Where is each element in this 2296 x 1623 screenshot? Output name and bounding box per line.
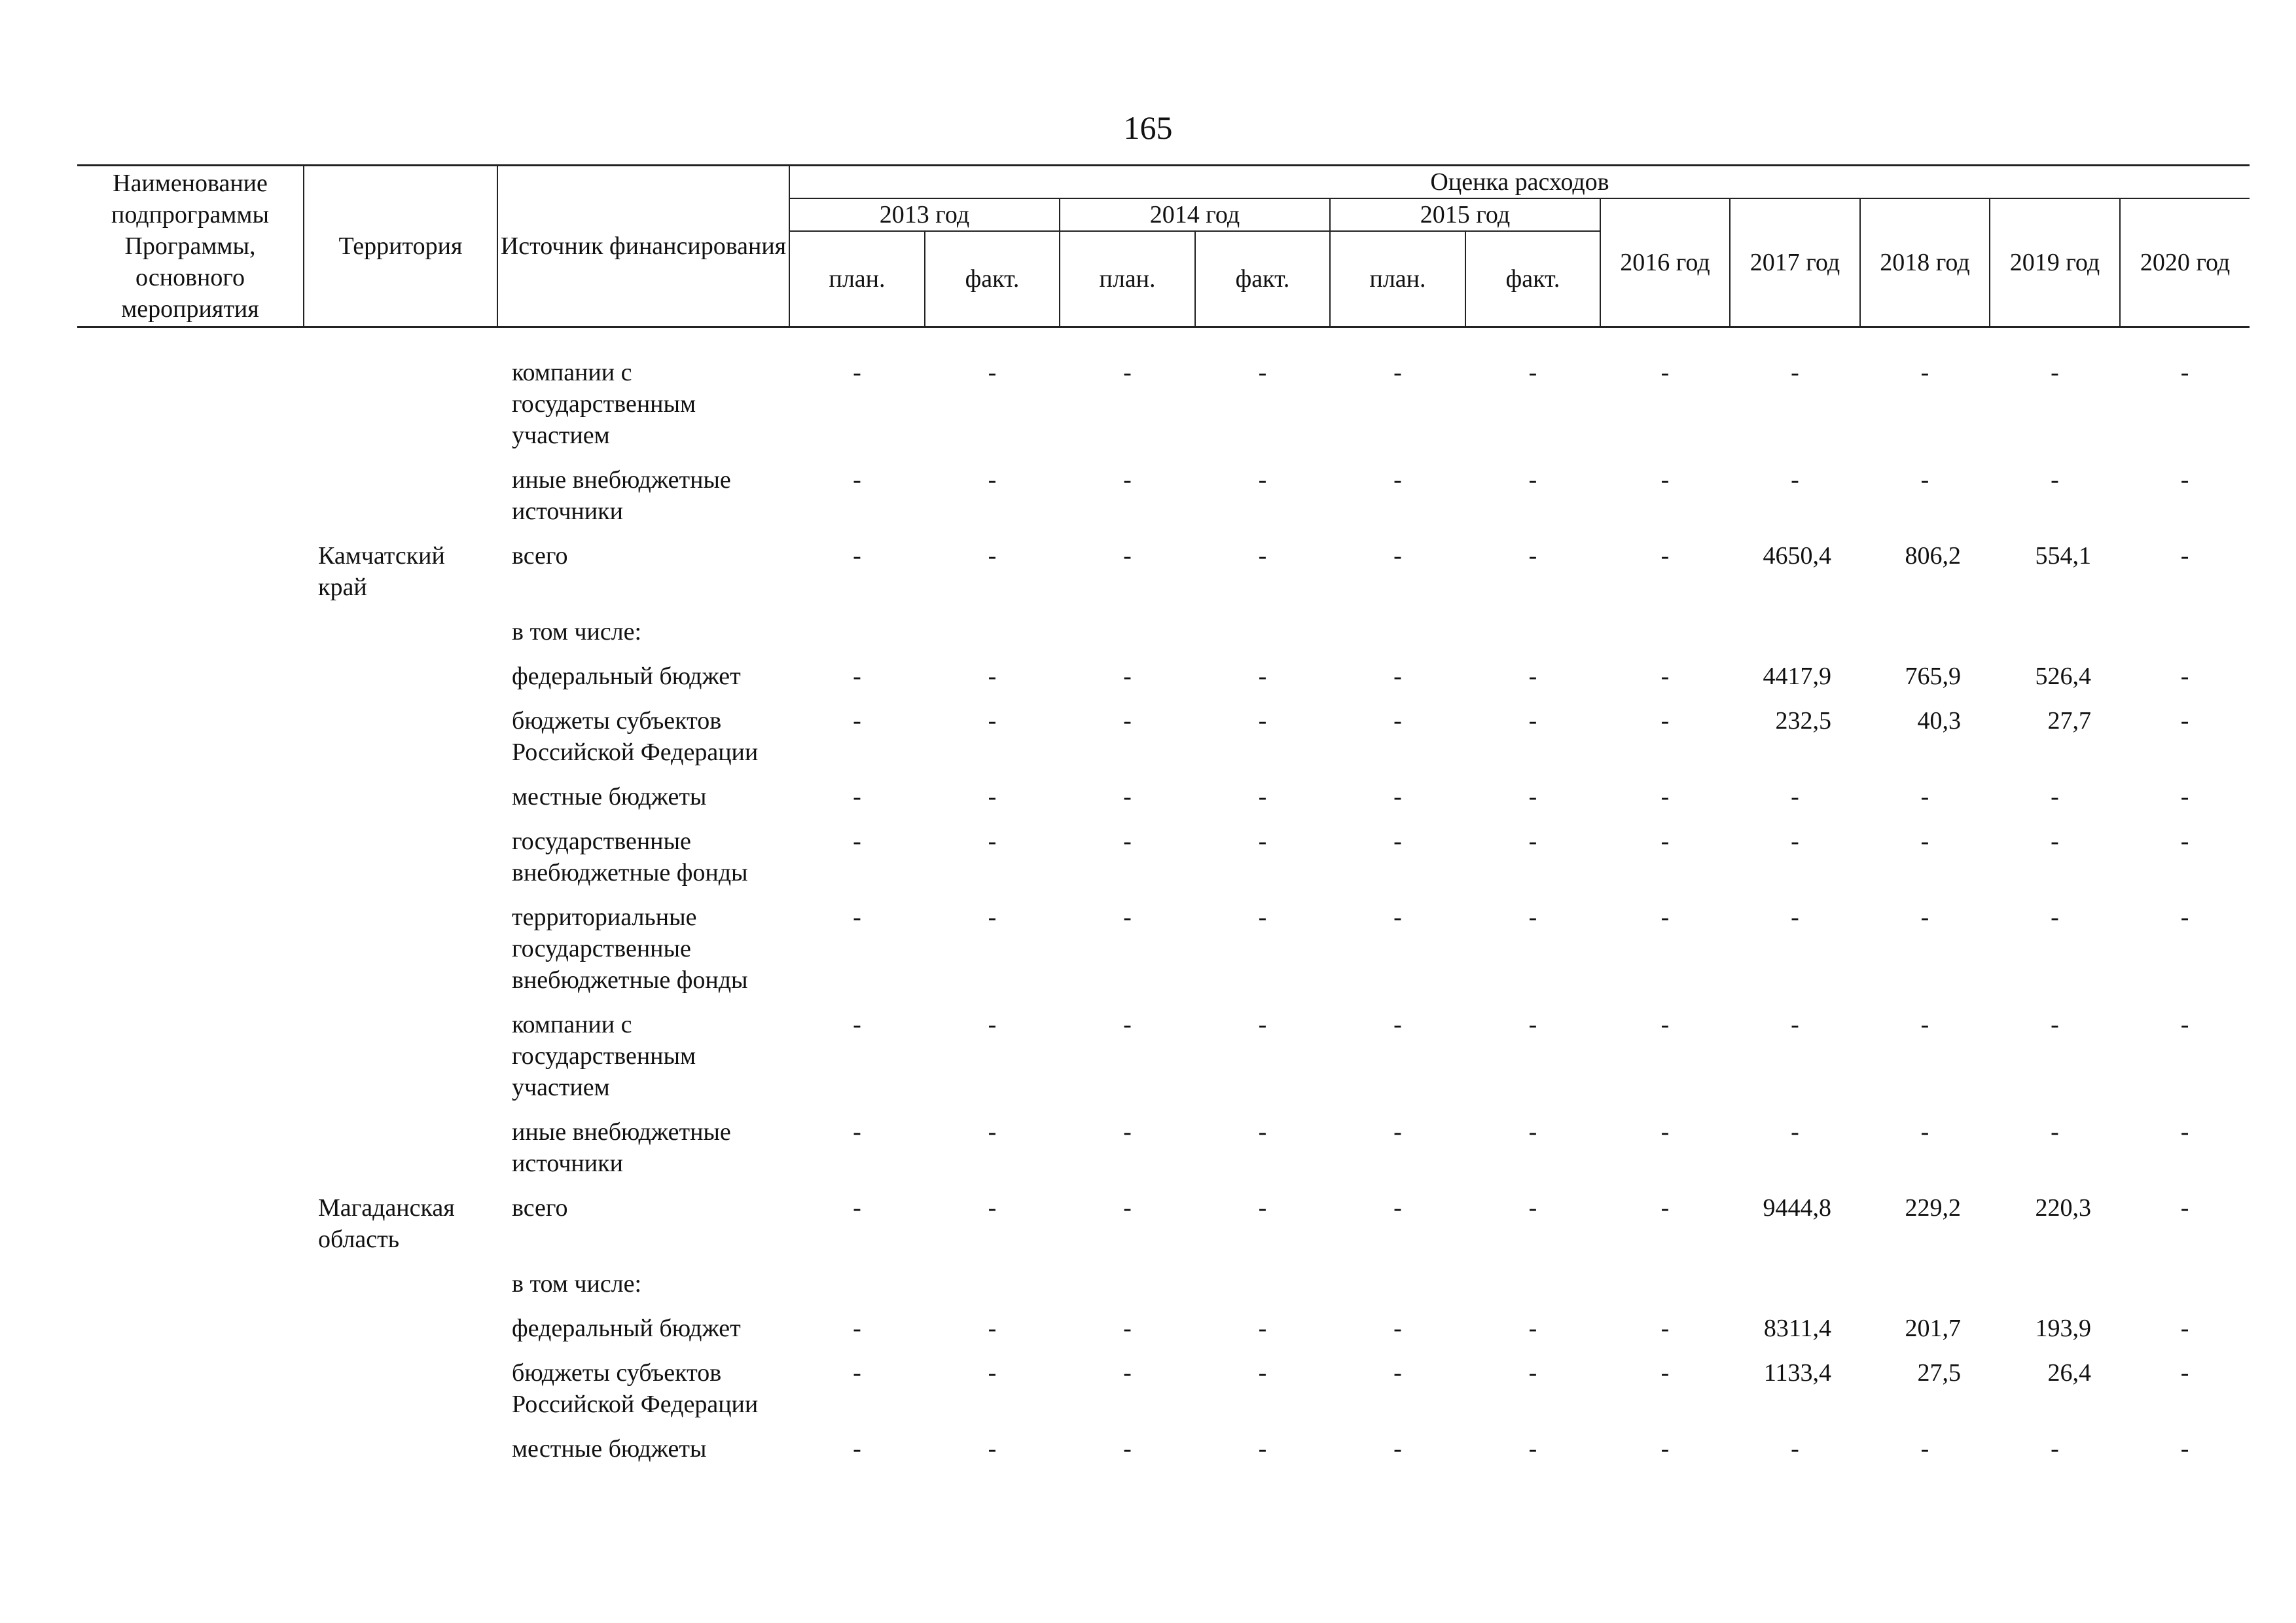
value-cell: - xyxy=(853,662,861,690)
funding-source-cell: всего xyxy=(512,541,568,570)
value-cell: - xyxy=(2180,358,2189,386)
value-cell: - xyxy=(2051,1434,2059,1463)
value-cell: - xyxy=(1528,827,1537,855)
value-cell xyxy=(789,610,925,654)
value-cell: - xyxy=(988,1314,997,1342)
value-cell: - xyxy=(1258,706,1267,735)
value-cell: - xyxy=(853,1434,861,1463)
header-year-2019: 2019 год xyxy=(1990,198,2120,327)
program-name-cell xyxy=(77,654,304,699)
value-cell: 201,7 xyxy=(1905,1314,1961,1342)
table-row xyxy=(77,1427,2250,1471)
funding-source-cell: компании с государственным участием xyxy=(512,358,696,449)
value-cell: 526,4 xyxy=(2035,662,2091,690)
table-row xyxy=(77,1002,2250,1110)
table-header xyxy=(77,166,2250,327)
value-cell: - xyxy=(1123,1194,1132,1222)
value-cell: - xyxy=(988,1434,997,1463)
value-cell: - xyxy=(1258,1118,1267,1146)
table-row xyxy=(77,1262,2250,1306)
funding-source-cell: в том числе: xyxy=(512,1269,642,1298)
value-cell: - xyxy=(1920,1118,1929,1146)
value-cell: - xyxy=(2180,1194,2189,1222)
value-cell: - xyxy=(1258,465,1267,494)
value-cell: 554,1 xyxy=(2035,541,2091,570)
value-cell: - xyxy=(853,782,861,811)
value-cell: - xyxy=(988,541,997,570)
program-name-cell xyxy=(77,895,304,1002)
value-cell: - xyxy=(1123,465,1132,494)
value-cell: - xyxy=(1393,903,1402,931)
value-cell: - xyxy=(2051,827,2059,855)
value-cell: - xyxy=(988,1359,997,1387)
value-cell: - xyxy=(1123,782,1132,811)
value-cell: - xyxy=(853,358,861,386)
value-cell: 193,9 xyxy=(2035,1314,2091,1342)
value-cell: - xyxy=(853,1359,861,1387)
value-cell: - xyxy=(1920,827,1929,855)
funding-source-cell: федеральный бюджет xyxy=(512,662,741,690)
territory-cell xyxy=(304,1002,497,1110)
funding-source-cell: государственные внебюджетные фонды xyxy=(512,827,748,886)
value-cell: - xyxy=(1258,1010,1267,1038)
value-cell: - xyxy=(1660,541,1670,570)
value-cell: - xyxy=(853,541,861,570)
value-cell: - xyxy=(2180,1118,2189,1146)
table-row xyxy=(77,775,2250,819)
value-cell: - xyxy=(1660,827,1670,855)
value-cell: - xyxy=(2180,1434,2189,1463)
value-cell: 27,5 xyxy=(1917,1359,1961,1387)
value-cell: - xyxy=(1258,1194,1267,1222)
value-cell: - xyxy=(853,465,861,494)
value-cell: - xyxy=(1528,1314,1537,1342)
value-cell: - xyxy=(2051,1118,2059,1146)
table-body xyxy=(77,327,2250,1471)
value-cell: - xyxy=(1528,1434,1537,1463)
value-cell: - xyxy=(1258,782,1267,811)
value-cell: - xyxy=(1920,903,1929,931)
table-row xyxy=(77,1110,2250,1186)
value-cell: - xyxy=(1258,1434,1267,1463)
value-cell: - xyxy=(1123,358,1132,386)
table-row xyxy=(77,895,2250,1002)
value-cell: - xyxy=(853,903,861,931)
program-name-cell xyxy=(77,1110,304,1186)
value-cell: 765,9 xyxy=(1905,662,1961,690)
value-cell xyxy=(1465,610,1600,654)
value-cell: - xyxy=(1393,358,1402,386)
header-plan: план. xyxy=(1330,231,1465,327)
territory-cell xyxy=(304,610,497,654)
value-cell: - xyxy=(1393,1118,1402,1146)
header-year-2016: 2016 год xyxy=(1600,198,1730,327)
value-cell: - xyxy=(2180,827,2189,855)
value-cell: - xyxy=(1393,782,1402,811)
territory-cell xyxy=(304,699,497,775)
funding-source-cell: в том числе: xyxy=(512,617,642,646)
program-name-cell xyxy=(77,1427,304,1471)
program-name-cell xyxy=(77,1306,304,1351)
table-row xyxy=(77,458,2250,534)
funding-source-cell: бюджеты субъектов Российской Федерации xyxy=(512,1359,759,1418)
table-row xyxy=(77,1186,2250,1262)
value-cell: - xyxy=(988,1010,997,1038)
value-cell: - xyxy=(1660,1359,1670,1387)
value-cell xyxy=(1860,610,1990,654)
value-cell: 4417,9 xyxy=(1763,662,1831,690)
value-cell: - xyxy=(1123,903,1132,931)
value-cell: - xyxy=(853,706,861,735)
territory-cell xyxy=(304,458,497,534)
value-cell: - xyxy=(1528,706,1537,735)
table-row xyxy=(77,654,2250,699)
value-cell: - xyxy=(1528,782,1537,811)
value-cell: - xyxy=(988,903,997,931)
table-row xyxy=(77,327,2250,458)
value-cell xyxy=(1330,1262,1465,1306)
value-cell xyxy=(925,610,1060,654)
value-cell: - xyxy=(988,1194,997,1222)
value-cell: - xyxy=(1123,1118,1132,1146)
value-cell: - xyxy=(1920,782,1929,811)
value-cell: - xyxy=(1660,782,1670,811)
value-cell xyxy=(1465,1262,1600,1306)
value-cell: - xyxy=(2051,782,2059,811)
value-cell: - xyxy=(1393,706,1402,735)
value-cell: - xyxy=(1791,1118,1799,1146)
territory-cell xyxy=(304,819,497,895)
value-cell: - xyxy=(1660,706,1670,735)
value-cell: - xyxy=(988,1118,997,1146)
expense-table xyxy=(77,164,2250,1471)
value-cell: - xyxy=(1528,1010,1537,1038)
value-cell: - xyxy=(988,465,997,494)
territory-cell xyxy=(304,895,497,1002)
value-cell: - xyxy=(2180,1314,2189,1342)
value-cell xyxy=(1600,1262,1730,1306)
program-name-cell xyxy=(77,1002,304,1110)
value-cell: - xyxy=(853,1010,861,1038)
value-cell: 8311,4 xyxy=(1763,1314,1831,1342)
funding-source-cell: всего xyxy=(512,1194,568,1222)
value-cell: - xyxy=(1791,827,1799,855)
value-cell: 232,5 xyxy=(1775,706,1831,735)
territory-cell xyxy=(304,1262,497,1306)
value-cell: - xyxy=(2051,903,2059,931)
value-cell: - xyxy=(2180,465,2189,494)
value-cell: - xyxy=(1258,358,1267,386)
table-row xyxy=(77,819,2250,895)
value-cell: - xyxy=(2180,1359,2189,1387)
program-name-cell xyxy=(77,610,304,654)
funding-source-cell: иные внебюджетные источники xyxy=(512,465,731,525)
value-cell xyxy=(1060,1262,1195,1306)
value-cell xyxy=(925,1262,1060,1306)
value-cell xyxy=(1330,610,1465,654)
header-territory: Территория xyxy=(304,166,497,327)
program-name-cell xyxy=(77,534,304,610)
table-row xyxy=(77,610,2250,654)
header-plan: план. xyxy=(1060,231,1195,327)
value-cell: - xyxy=(1393,662,1402,690)
value-cell: - xyxy=(2051,1010,2059,1038)
value-cell: - xyxy=(2180,541,2189,570)
value-cell: - xyxy=(1791,358,1799,386)
value-cell: 806,2 xyxy=(1905,541,1961,570)
territory-cell xyxy=(304,1110,497,1186)
value-cell: - xyxy=(1660,465,1670,494)
value-cell: - xyxy=(988,827,997,855)
value-cell: 26,4 xyxy=(2047,1359,2091,1387)
value-cell: - xyxy=(1660,1194,1670,1222)
value-cell: 40,3 xyxy=(1917,706,1961,735)
territory-cell xyxy=(304,327,497,458)
value-cell: - xyxy=(1791,465,1799,494)
value-cell: - xyxy=(1393,1194,1402,1222)
value-cell: - xyxy=(1393,1314,1402,1342)
header-program-name: Наименование подпрограммы Программы, основного мероприятия xyxy=(77,166,304,327)
value-cell: - xyxy=(1528,662,1537,690)
value-cell: - xyxy=(1791,903,1799,931)
program-name-cell xyxy=(77,327,304,458)
value-cell: - xyxy=(1920,1010,1929,1038)
value-cell: - xyxy=(1258,541,1267,570)
value-cell: - xyxy=(1393,827,1402,855)
value-cell: - xyxy=(1528,358,1537,386)
value-cell: 9444,8 xyxy=(1763,1194,1831,1222)
header-year-2013: 2013 год xyxy=(789,198,1060,231)
program-name-cell xyxy=(77,1186,304,1262)
table-row xyxy=(77,1351,2250,1427)
program-name-cell xyxy=(77,458,304,534)
territory-cell: Камчатский край xyxy=(318,541,445,601)
value-cell: - xyxy=(988,662,997,690)
value-cell: - xyxy=(1258,827,1267,855)
value-cell: - xyxy=(1393,541,1402,570)
value-cell: - xyxy=(1258,1314,1267,1342)
header-year-2020: 2020 год xyxy=(2120,198,2250,327)
value-cell: - xyxy=(1393,465,1402,494)
value-cell: - xyxy=(1258,903,1267,931)
program-name-cell xyxy=(77,819,304,895)
value-cell: - xyxy=(1123,1010,1132,1038)
program-name-cell xyxy=(77,775,304,819)
value-cell: - xyxy=(1123,1434,1132,1463)
value-cell: - xyxy=(1393,1010,1402,1038)
territory-cell: Магаданская область xyxy=(318,1194,455,1253)
value-cell: - xyxy=(853,1314,861,1342)
table-row xyxy=(77,1306,2250,1351)
value-cell: - xyxy=(1791,1010,1799,1038)
value-cell: - xyxy=(1123,827,1132,855)
value-cell xyxy=(1195,1262,1330,1306)
value-cell: - xyxy=(2180,706,2189,735)
territory-cell xyxy=(304,775,497,819)
value-cell: - xyxy=(988,358,997,386)
value-cell xyxy=(1990,610,2120,654)
territory-cell xyxy=(304,1427,497,1471)
value-cell: - xyxy=(1660,662,1670,690)
value-cell: - xyxy=(1660,903,1670,931)
header-fact: факт. xyxy=(1465,231,1600,327)
value-cell: - xyxy=(1123,541,1132,570)
header-plan: план. xyxy=(789,231,925,327)
value-cell xyxy=(789,1262,925,1306)
value-cell: 27,7 xyxy=(2047,706,2091,735)
table-row xyxy=(77,534,2250,610)
header-expense-estimate: Оценка расходов xyxy=(789,166,2250,199)
value-cell: - xyxy=(2051,358,2059,386)
funding-source-cell: местные бюджеты xyxy=(512,1434,707,1463)
header-fact: факт. xyxy=(925,231,1060,327)
value-cell: - xyxy=(1920,465,1929,494)
value-cell: - xyxy=(1791,782,1799,811)
value-cell: - xyxy=(1660,1434,1670,1463)
value-cell xyxy=(1600,610,1730,654)
value-cell: - xyxy=(1660,1118,1670,1146)
header-year-2017: 2017 год xyxy=(1730,198,1860,327)
funding-source-cell: территориальные государственные внебюджетные фонды xyxy=(512,903,748,994)
header-year-2018: 2018 год xyxy=(1860,198,1990,327)
value-cell: - xyxy=(988,706,997,735)
value-cell: - xyxy=(1528,903,1537,931)
value-cell: - xyxy=(1393,1434,1402,1463)
value-cell: 4650,4 xyxy=(1763,541,1831,570)
value-cell: - xyxy=(2180,782,2189,811)
value-cell: - xyxy=(853,827,861,855)
value-cell xyxy=(1195,610,1330,654)
value-cell: - xyxy=(1123,1314,1132,1342)
value-cell: - xyxy=(1528,541,1537,570)
value-cell: - xyxy=(1660,358,1670,386)
value-cell: - xyxy=(1660,1314,1670,1342)
territory-cell xyxy=(304,654,497,699)
territory-cell xyxy=(304,1306,497,1351)
value-cell xyxy=(1730,610,1860,654)
funding-source-cell: местные бюджеты xyxy=(512,782,707,811)
value-cell: - xyxy=(1528,1359,1537,1387)
program-name-cell xyxy=(77,699,304,775)
value-cell xyxy=(1990,1262,2120,1306)
value-cell: - xyxy=(1791,1434,1799,1463)
funding-source-cell: бюджеты субъектов Российской Федерации xyxy=(512,706,759,766)
header-fact: факт. xyxy=(1195,231,1330,327)
value-cell: - xyxy=(988,782,997,811)
value-cell: 220,3 xyxy=(2035,1194,2091,1222)
value-cell: - xyxy=(1123,662,1132,690)
value-cell: - xyxy=(1123,1359,1132,1387)
value-cell xyxy=(2120,1262,2250,1306)
value-cell: - xyxy=(853,1118,861,1146)
value-cell: - xyxy=(1920,358,1929,386)
value-cell: - xyxy=(2180,903,2189,931)
value-cell: - xyxy=(1123,706,1132,735)
value-cell: - xyxy=(1660,1010,1670,1038)
value-cell: - xyxy=(1528,465,1537,494)
value-cell xyxy=(1060,610,1195,654)
header-year-2015: 2015 год xyxy=(1330,198,1600,231)
program-name-cell xyxy=(77,1351,304,1427)
value-cell: - xyxy=(1258,662,1267,690)
value-cell: - xyxy=(1393,1359,1402,1387)
value-cell: - xyxy=(2051,465,2059,494)
header-funding-source: Источник финансирования xyxy=(497,166,789,327)
page-number: 165 xyxy=(1123,109,1173,146)
value-cell: - xyxy=(1920,1434,1929,1463)
value-cell xyxy=(1730,1262,1860,1306)
value-cell xyxy=(2120,610,2250,654)
value-cell: - xyxy=(853,1194,861,1222)
territory-cell xyxy=(304,1351,497,1427)
value-cell: - xyxy=(1528,1118,1537,1146)
value-cell xyxy=(1860,1262,1990,1306)
value-cell: - xyxy=(1258,1359,1267,1387)
value-cell: - xyxy=(1528,1194,1537,1222)
value-cell: - xyxy=(2180,1010,2189,1038)
value-cell: 1133,4 xyxy=(1763,1359,1831,1387)
funding-source-cell: федеральный бюджет xyxy=(512,1314,741,1342)
value-cell: - xyxy=(2180,662,2189,690)
value-cell: 229,2 xyxy=(1905,1194,1961,1222)
funding-source-cell: компании с государственным участием xyxy=(512,1010,696,1101)
header-year-2014: 2014 год xyxy=(1060,198,1330,231)
program-name-cell xyxy=(77,1262,304,1306)
table-row xyxy=(77,699,2250,775)
funding-source-cell: иные внебюджетные источники xyxy=(512,1118,731,1177)
